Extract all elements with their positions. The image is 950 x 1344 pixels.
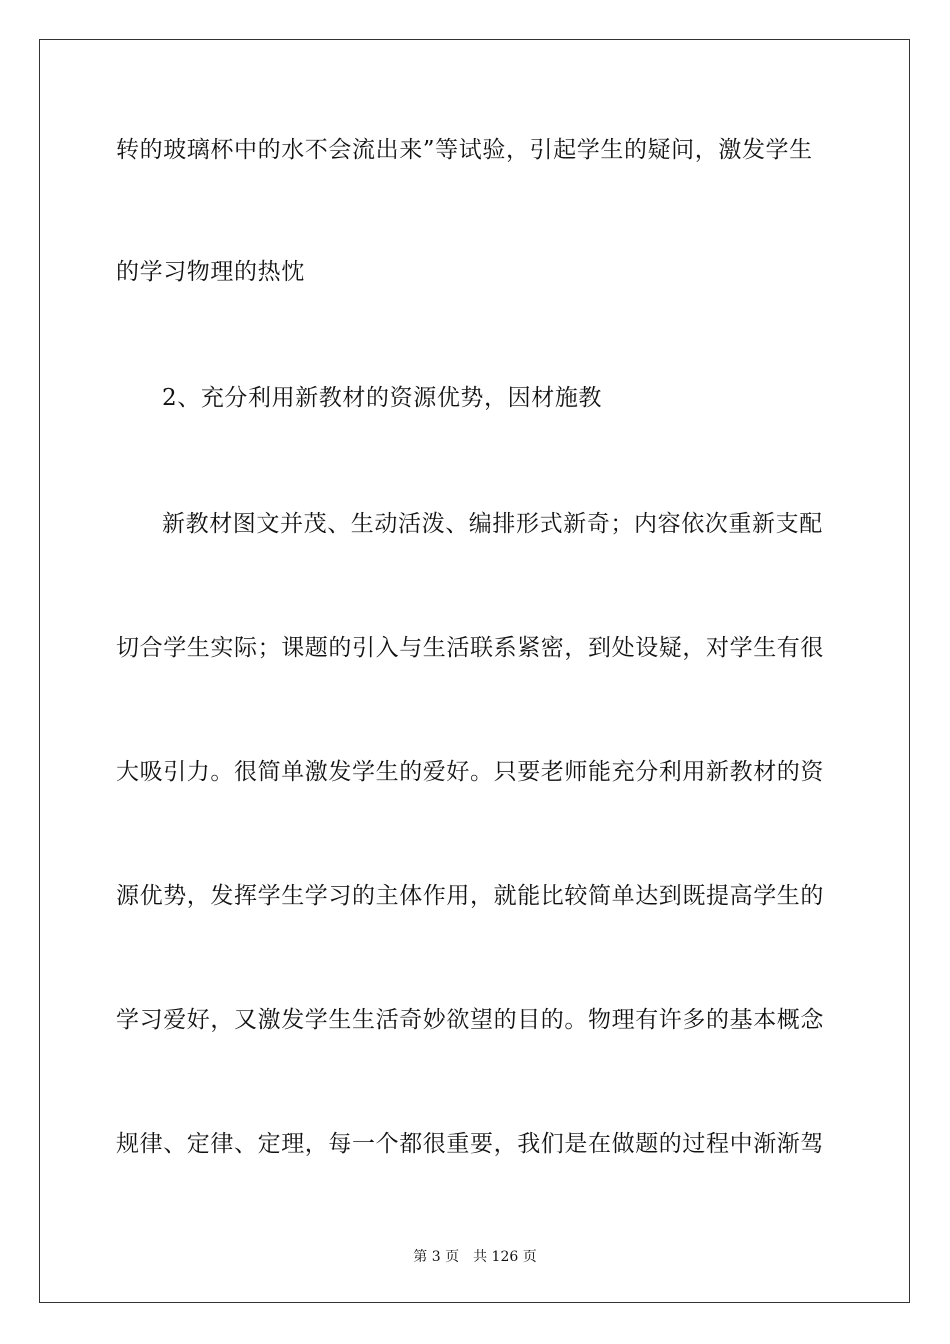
text-line: 的学习物理的热忱 [116,259,305,285]
total-pages: 共 126 页 [473,1249,537,1265]
page-footer [0,1248,950,1266]
page-number: 第 3 页 [413,1249,460,1265]
text-line: 源优势，发挥学生学习的主体作用，就能比较简单达到既提高学生的 [116,883,824,909]
text-line: 转的玻璃杯中的水不会流出来”等试验，引起学生的疑问，激发学生 [116,137,813,163]
page-border [39,39,910,1303]
text-line: 切合学生实际；课题的引入与生活联系紧密，到处设疑，对学生有很 [116,635,824,661]
text-line: 大吸引力。很简单激发学生的爱好。只要老师能充分利用新教材的资 [116,759,824,785]
section-heading: 2、充分利用新教材的资源优势，因材施教 [162,385,603,411]
text-line: 学习爱好，又激发学生生活奇妙欲望的目的。物理有许多的基本概念 [116,1007,824,1033]
paragraph-first-line: 新教材图文并茂、生动活泼、编排形式新奇；内容依次重新支配 [162,511,823,537]
text-line: 规律、定律、定理，每一个都很重要，我们是在做题的过程中渐渐驾 [116,1131,824,1157]
